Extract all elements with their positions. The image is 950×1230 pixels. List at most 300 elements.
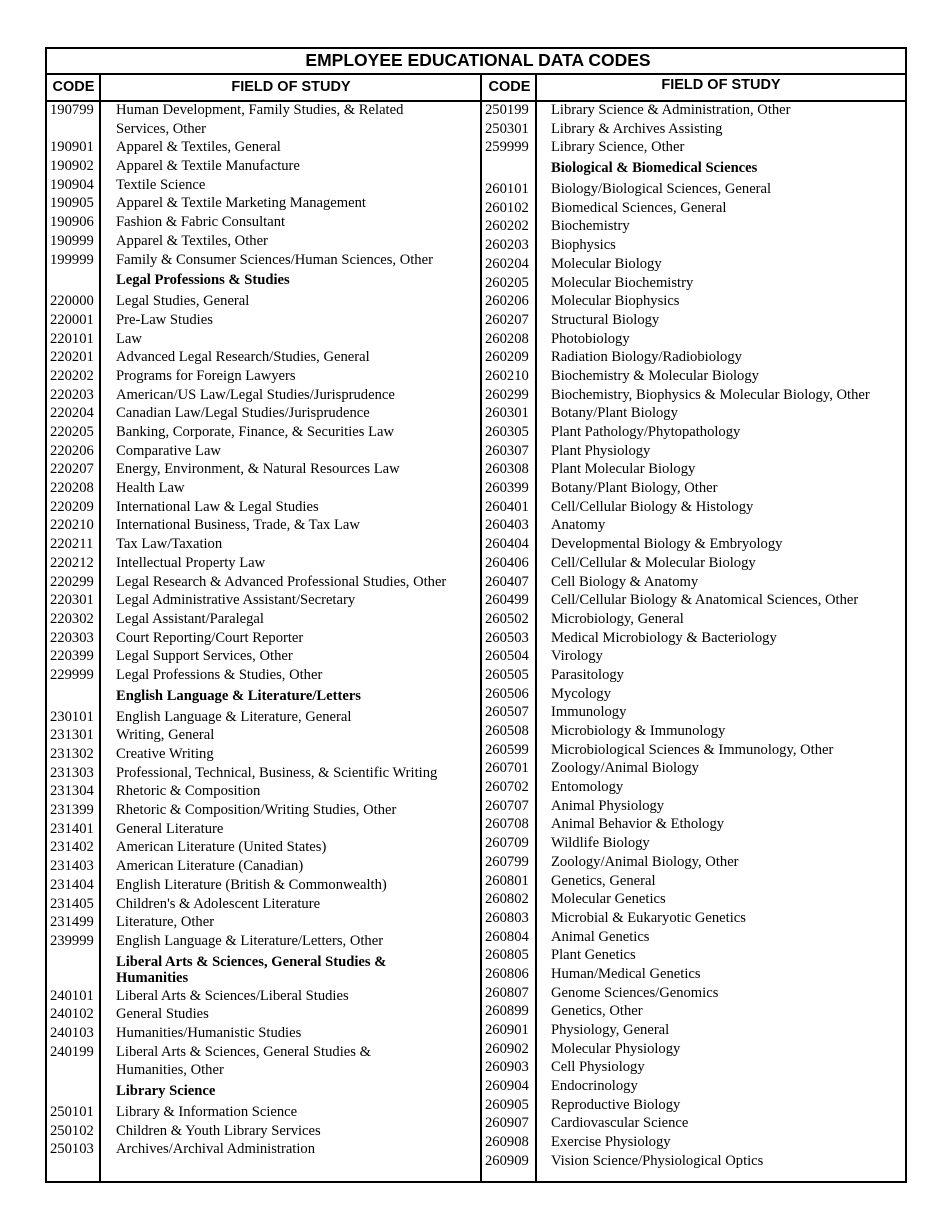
table-row <box>485 1114 903 1133</box>
left-column <box>50 101 475 1159</box>
table-row <box>485 591 903 610</box>
table-row <box>50 194 475 213</box>
code-cell: 260506 <box>485 685 529 702</box>
field-of-study-cell: Plant Pathology/Phytopathology <box>551 424 741 440</box>
code-cell: 260599 <box>485 741 529 758</box>
table-row <box>485 255 903 274</box>
table-row <box>485 554 903 573</box>
code-cell: 260707 <box>485 797 529 814</box>
table-row <box>50 311 475 330</box>
table-row <box>50 820 475 839</box>
table-row <box>485 629 903 648</box>
table-row <box>485 330 903 349</box>
code-cell: 220000 <box>50 293 94 310</box>
code-cell: 231404 <box>50 876 94 893</box>
field-of-study-cell: Archives/Archival Administration <box>116 1141 316 1158</box>
table-row <box>485 217 903 236</box>
table-row <box>50 251 475 270</box>
code-cell: 260504 <box>485 648 529 665</box>
field-of-study-cell: International Business, Trade, & Tax Law <box>116 517 360 534</box>
field-of-study-cell: Comparative Law <box>116 442 221 459</box>
code-cell: 190799 <box>50 102 94 118</box>
field-of-study-cell: Rhetoric & Composition <box>116 783 261 800</box>
field-of-study-cell: Human Development, Family Studies, & Related Services, Other <box>116 102 404 137</box>
code-cell: 260908 <box>485 1134 529 1151</box>
table-row <box>50 213 475 232</box>
table-row <box>485 535 903 554</box>
code-cell: 190904 <box>50 176 94 193</box>
divider-middle <box>480 75 482 1181</box>
table-row <box>50 330 475 349</box>
field-of-study-cell: General Studies <box>116 1006 209 1023</box>
field-of-study-cell: Zoology/Animal Biology <box>551 760 699 777</box>
code-cell: 260301 <box>485 405 529 422</box>
field-of-study-cell: Family & Consumer Sciences/Human Sciences, Other <box>116 251 433 268</box>
field-of-study-cell: Law <box>116 330 142 347</box>
table-row <box>485 946 903 965</box>
table-row <box>485 101 903 120</box>
code-cell: 240199 <box>50 1043 94 1060</box>
section-heading <box>50 1080 475 1103</box>
code-cell: 231303 <box>50 764 94 781</box>
field-of-study-cell: Human/Medical Genetics <box>551 965 701 982</box>
table-row <box>485 909 903 928</box>
field-of-study-cell: Intellectual Property Law <box>116 554 266 571</box>
code-cell: 231402 <box>50 839 94 856</box>
field-of-study-cell: Professional, Technical, Business, & Scientific Writing <box>116 764 438 781</box>
table-row <box>485 872 903 891</box>
section-heading <box>50 951 475 987</box>
field-of-study-cell: Biochemistry, Biophysics & Molecular Biology, Other <box>551 386 870 403</box>
table-row <box>485 498 903 517</box>
field-of-study-cell: General Literature <box>116 820 224 837</box>
table-row <box>485 199 903 218</box>
field-of-study-cell: Fashion & Fabric Consultant <box>116 214 286 231</box>
code-cell: 260804 <box>485 928 529 945</box>
table-row <box>485 722 903 741</box>
field-of-study-cell: Reproductive Biology <box>551 1096 681 1113</box>
code-cell: 231499 <box>50 914 94 931</box>
code-cell: 260502 <box>485 610 529 627</box>
table-row <box>50 138 475 157</box>
table-row <box>50 666 475 685</box>
table-row <box>50 987 475 1006</box>
field-of-study-cell: International Law & Legal Studies <box>116 498 319 515</box>
code-cell: 260807 <box>485 984 529 1001</box>
table-row <box>50 442 475 461</box>
table-row <box>50 1122 475 1141</box>
code-cell: 260903 <box>485 1059 529 1076</box>
field-of-study-cell: Animal Physiology <box>551 797 665 814</box>
field-of-study-cell: Plant Molecular Biology <box>551 461 696 478</box>
field-of-study-cell: Plant Physiology <box>551 442 651 459</box>
table-row <box>50 535 475 554</box>
code-cell: 229999 <box>50 666 94 683</box>
code-cell: 260701 <box>485 760 529 777</box>
table-row <box>485 516 903 535</box>
code-cell: 220202 <box>50 367 94 384</box>
code-cell: 260406 <box>485 554 529 571</box>
code-cell: 190906 <box>50 214 94 231</box>
field-of-study-cell: Immunology <box>551 704 627 721</box>
code-cell: 260802 <box>485 891 529 908</box>
table-row <box>50 801 475 820</box>
code-cell: 190999 <box>50 232 94 249</box>
code-cell: 220209 <box>50 498 94 515</box>
field-of-study-cell: Mycology <box>551 685 611 702</box>
code-cell: 260210 <box>485 367 529 384</box>
field-of-study-cell: Court Reporting/Court Reporter <box>116 629 304 646</box>
code-cell: 260806 <box>485 965 529 982</box>
table-row <box>485 348 903 367</box>
code-cell: 260203 <box>485 237 529 254</box>
code-cell: 231302 <box>50 746 94 763</box>
field-of-study-cell: Apparel & Textiles, General <box>116 139 281 156</box>
table-row <box>50 1103 475 1122</box>
table-row <box>50 498 475 517</box>
table-row <box>485 573 903 592</box>
code-cell: 260805 <box>485 947 529 964</box>
table-row <box>485 180 903 199</box>
table-row <box>485 685 903 704</box>
code-cell: 240102 <box>50 1006 94 1023</box>
code-cell: 250103 <box>50 1141 94 1158</box>
code-cell: 220212 <box>50 554 94 571</box>
field-of-study-cell: American Literature (United States) <box>116 839 327 856</box>
table-row <box>50 1043 475 1080</box>
code-cell: 220203 <box>50 386 94 403</box>
table-row <box>50 1024 475 1043</box>
code-cell: 260905 <box>485 1096 529 1113</box>
field-of-study-cell: Molecular Genetics <box>551 891 666 908</box>
code-cell: 220206 <box>50 442 94 459</box>
table-row <box>50 292 475 311</box>
table-row <box>50 591 475 610</box>
table-row <box>485 386 903 405</box>
table-row <box>485 367 903 386</box>
field-of-study-cell: Legal Research & Advanced Professional Studies, Other <box>116 573 447 590</box>
code-cell: 220201 <box>50 349 94 366</box>
field-of-study-cell: Liberal Arts & Sciences/Liberal Studies <box>116 987 349 1004</box>
table-row <box>485 1133 903 1152</box>
code-cell: 260208 <box>485 330 529 347</box>
table-row <box>485 120 903 139</box>
code-cell: 220211 <box>50 536 94 553</box>
code-cell: 250301 <box>485 120 529 137</box>
field-of-study-cell: Genetics, General <box>551 872 656 889</box>
field-of-study-cell: Library & Archives Assisting <box>551 120 723 137</box>
table-row <box>485 1058 903 1077</box>
table-row <box>50 1140 475 1159</box>
table-row <box>485 759 903 778</box>
code-cell: 260204 <box>485 255 529 272</box>
field-of-study-cell: Writing, General <box>116 727 215 744</box>
field-of-study-cell: Microbial & Eukaryotic Genetics <box>551 909 746 926</box>
code-cell: 230101 <box>50 708 94 725</box>
code-cell: 260207 <box>485 311 529 328</box>
table-row <box>485 647 903 666</box>
table-row <box>50 101 475 138</box>
code-cell: 220301 <box>50 592 94 609</box>
code-cell: 260505 <box>485 666 529 683</box>
field-of-study-cell: Exercise Physiology <box>551 1134 671 1151</box>
table-row <box>485 1002 903 1021</box>
field-of-study-cell: Apparel & Textile Marketing Management <box>116 195 366 212</box>
table-row <box>50 913 475 932</box>
field-of-study-cell: Vision Science/Physiological Optics <box>551 1152 764 1169</box>
code-cell: 260708 <box>485 816 529 833</box>
code-cell: 260901 <box>485 1022 529 1038</box>
field-of-study-cell: Molecular Biophysics <box>551 293 680 310</box>
table-row <box>485 1077 903 1096</box>
code-cell: 260206 <box>485 293 529 310</box>
table-row <box>485 460 903 479</box>
codes-table <box>45 47 907 1183</box>
code-cell: 260308 <box>485 461 529 478</box>
code-cell: 259999 <box>485 139 529 156</box>
table-row <box>50 232 475 251</box>
field-of-study-cell: Genome Sciences/Genomics <box>551 984 719 1001</box>
code-cell: 220101 <box>50 330 94 347</box>
code-cell: 190901 <box>50 139 94 156</box>
code-cell: 220399 <box>50 648 94 665</box>
code-cell: 190902 <box>50 158 94 175</box>
code-cell: 250101 <box>50 1104 94 1121</box>
right-column <box>485 101 903 1171</box>
code-cell: 231403 <box>50 858 94 875</box>
code-cell: 240103 <box>50 1024 94 1041</box>
field-of-study-cell: Legal Administrative Assistant/Secretary <box>116 592 356 609</box>
field-of-study-cell: Structural Biology <box>551 311 660 328</box>
table-row <box>485 1096 903 1115</box>
code-cell: 260508 <box>485 723 529 739</box>
code-cell: 260499 <box>485 592 529 609</box>
field-of-study-cell: Legal Assistant/Paralegal <box>116 610 264 627</box>
field-of-study-cell: Legal Studies, General <box>116 293 250 310</box>
field-of-study-cell: Liberal Arts & Sciences, General Studies & Humanities, Other <box>116 1043 371 1079</box>
field-of-study-cell: Anatomy <box>551 517 606 534</box>
field-of-study-cell: Programs for Foreign Lawyers <box>116 367 296 384</box>
table-row <box>50 367 475 386</box>
table-row <box>50 516 475 535</box>
section-title: Liberal Arts & Sciences, General Studies & Humanities <box>116 953 387 986</box>
field-of-study-cell: Canadian Law/Legal Studies/Jurisprudence <box>116 405 370 422</box>
table-row <box>485 815 903 834</box>
code-cell: 260907 <box>485 1115 529 1132</box>
code-cell: 231401 <box>50 820 94 837</box>
code-cell: 199999 <box>50 251 94 268</box>
header-field-right: FIELD OF STUDY <box>661 77 781 93</box>
field-of-study-cell: Photobiology <box>551 330 630 347</box>
table-row <box>50 1005 475 1024</box>
code-cell: 260299 <box>485 386 529 403</box>
table-row <box>50 745 475 764</box>
table-row <box>485 404 903 423</box>
code-cell: 231301 <box>50 727 94 744</box>
table-row <box>485 965 903 984</box>
table-row <box>50 404 475 423</box>
table-row <box>485 741 903 760</box>
table-row <box>485 236 903 255</box>
code-cell: 190905 <box>50 195 94 212</box>
table-row <box>50 176 475 195</box>
header-code-right: CODE <box>488 79 531 95</box>
table-row <box>485 1040 903 1059</box>
field-of-study-cell: Cardiovascular Science <box>551 1115 689 1132</box>
code-cell: 260307 <box>485 442 529 459</box>
field-of-study-cell: Literature, Other <box>116 914 215 931</box>
field-of-study-cell: Radiation Biology/Radiobiology <box>551 349 742 366</box>
field-of-study-cell: Biochemistry <box>551 218 630 235</box>
field-of-study-cell: English Literature (British & Commonwealth) <box>116 876 387 893</box>
field-of-study-cell: Virology <box>551 648 603 665</box>
field-of-study-cell: Molecular Biology <box>551 255 662 272</box>
section-heading <box>50 685 475 708</box>
code-cell: 220207 <box>50 461 94 478</box>
code-cell: 231304 <box>50 783 94 800</box>
table-row <box>485 423 903 442</box>
code-cell: 231399 <box>50 802 94 819</box>
field-of-study-cell: Entomology <box>551 779 624 796</box>
code-cell: 231405 <box>50 895 94 912</box>
table-row <box>485 928 903 947</box>
field-of-study-cell: Biochemistry & Molecular Biology <box>551 367 759 384</box>
field-of-study-cell: Library Science & Administration, Other <box>551 102 791 118</box>
code-cell: 260205 <box>485 274 529 291</box>
field-of-study-cell: Parasitology <box>551 666 624 683</box>
code-cell: 250199 <box>485 102 529 118</box>
table-row <box>50 460 475 479</box>
field-of-study-cell: Tax Law/Taxation <box>116 536 223 553</box>
table-row <box>50 348 475 367</box>
code-cell: 220204 <box>50 405 94 422</box>
field-of-study-cell: Apparel & Textile Manufacture <box>116 158 300 175</box>
code-cell: 260909 <box>485 1152 529 1169</box>
code-cell: 220205 <box>50 424 94 441</box>
code-cell: 260799 <box>485 853 529 870</box>
field-of-study-cell: Animal Behavior & Ethology <box>551 816 725 833</box>
field-of-study-cell: Cell/Cellular & Molecular Biology <box>551 554 756 571</box>
field-of-study-cell: Wildlife Biology <box>551 835 650 852</box>
section-title: Biological & Biomedical Sciences <box>551 160 758 177</box>
table-row <box>50 708 475 727</box>
field-of-study-cell: Medical Microbiology & Bacteriology <box>551 629 777 646</box>
field-of-study-cell: Apparel & Textiles, Other <box>116 232 268 249</box>
table-row <box>50 876 475 895</box>
code-cell: 260899 <box>485 1003 529 1020</box>
table-row <box>485 1152 903 1171</box>
table-row <box>50 857 475 876</box>
code-cell: 260399 <box>485 480 529 497</box>
table-row <box>485 797 903 816</box>
field-of-study-cell: Cell Physiology <box>551 1059 645 1076</box>
table-row <box>50 386 475 405</box>
table-row <box>50 423 475 442</box>
table-row <box>50 554 475 573</box>
code-cell: 260902 <box>485 1040 529 1057</box>
field-of-study-cell: Molecular Physiology <box>551 1040 681 1057</box>
table-row <box>50 932 475 951</box>
code-cell: 220299 <box>50 573 94 590</box>
field-of-study-cell: Animal Genetics <box>551 928 650 945</box>
field-of-study-cell: Physiology, General <box>551 1022 670 1038</box>
code-cell: 220001 <box>50 311 94 328</box>
field-of-study-cell: Rhetoric & Composition/Writing Studies, Other <box>116 802 397 819</box>
code-cell: 260202 <box>485 218 529 235</box>
field-of-study-cell: Energy, Environment, & Natural Resources Law <box>116 461 400 478</box>
table-row <box>50 629 475 648</box>
table-row <box>50 764 475 783</box>
table-row <box>50 479 475 498</box>
code-cell: 250102 <box>50 1122 94 1139</box>
header-field-left: FIELD OF STUDY <box>231 79 351 95</box>
field-of-study-cell: Cell Biology & Anatomy <box>551 573 699 590</box>
header-code-left: CODE <box>52 79 95 95</box>
field-of-study-cell: Library Science, Other <box>551 139 685 156</box>
table-row <box>485 834 903 853</box>
field-of-study-cell: Pre-Law Studies <box>116 311 213 328</box>
code-cell: 260403 <box>485 517 529 534</box>
section-title: English Language & Literature/Letters <box>116 687 361 704</box>
table-row <box>50 157 475 176</box>
code-cell: 220303 <box>50 629 94 646</box>
field-of-study-cell: Biology/Biological Sciences, General <box>551 181 772 198</box>
code-cell: 260305 <box>485 424 529 440</box>
table-row <box>485 984 903 1003</box>
field-of-study-cell: Legal Professions & Studies, Other <box>116 666 323 683</box>
field-of-study-cell: Molecular Biochemistry <box>551 274 694 291</box>
table-row <box>485 853 903 872</box>
field-of-study-cell: Cell/Cellular Biology & Anatomical Sciences, Other <box>551 592 859 609</box>
field-of-study-cell: Library & Information Science <box>116 1104 298 1121</box>
field-of-study-cell: Microbiological Sciences & Immunology, Other <box>551 741 834 758</box>
code-cell: 260702 <box>485 779 529 796</box>
table-row <box>50 838 475 857</box>
table-row <box>485 703 903 722</box>
field-of-study-cell: Cell/Cellular Biology & Histology <box>551 498 754 515</box>
code-cell: 260803 <box>485 909 529 926</box>
table-row <box>485 610 903 629</box>
field-of-study-cell: Microbiology, General <box>551 610 684 627</box>
table-row <box>485 442 903 461</box>
field-of-study-cell: Humanities/Humanistic Studies <box>116 1024 302 1041</box>
table-row <box>50 573 475 592</box>
field-of-study-cell: Children's & Adolescent Literature <box>116 895 321 912</box>
table-title: EMPLOYEE EDUCATIONAL DATA CODES <box>305 50 651 70</box>
code-cell: 260507 <box>485 704 529 721</box>
code-cell: 260101 <box>485 181 529 198</box>
code-cell: 260904 <box>485 1078 529 1095</box>
table-row <box>485 138 903 157</box>
table-row <box>50 782 475 801</box>
code-cell: 220208 <box>50 480 94 497</box>
field-of-study-cell: Health Law <box>116 480 185 497</box>
section-heading <box>485 157 903 180</box>
code-cell: 260209 <box>485 349 529 366</box>
table-row <box>485 311 903 330</box>
field-of-study-cell: American Literature (Canadian) <box>116 858 304 875</box>
field-of-study-cell: Plant Genetics <box>551 947 636 964</box>
table-row <box>50 610 475 629</box>
code-cell: 220302 <box>50 610 94 627</box>
section-title: Legal Professions & Studies <box>116 272 290 289</box>
code-cell: 240101 <box>50 987 94 1004</box>
field-of-study-cell: Developmental Biology & Embryology <box>551 536 783 553</box>
table-row <box>485 890 903 909</box>
field-of-study-cell: American/US Law/Legal Studies/Jurisprudence <box>116 386 395 403</box>
table-row <box>485 1021 903 1040</box>
field-of-study-cell: Microbiology & Immunology <box>551 723 726 739</box>
